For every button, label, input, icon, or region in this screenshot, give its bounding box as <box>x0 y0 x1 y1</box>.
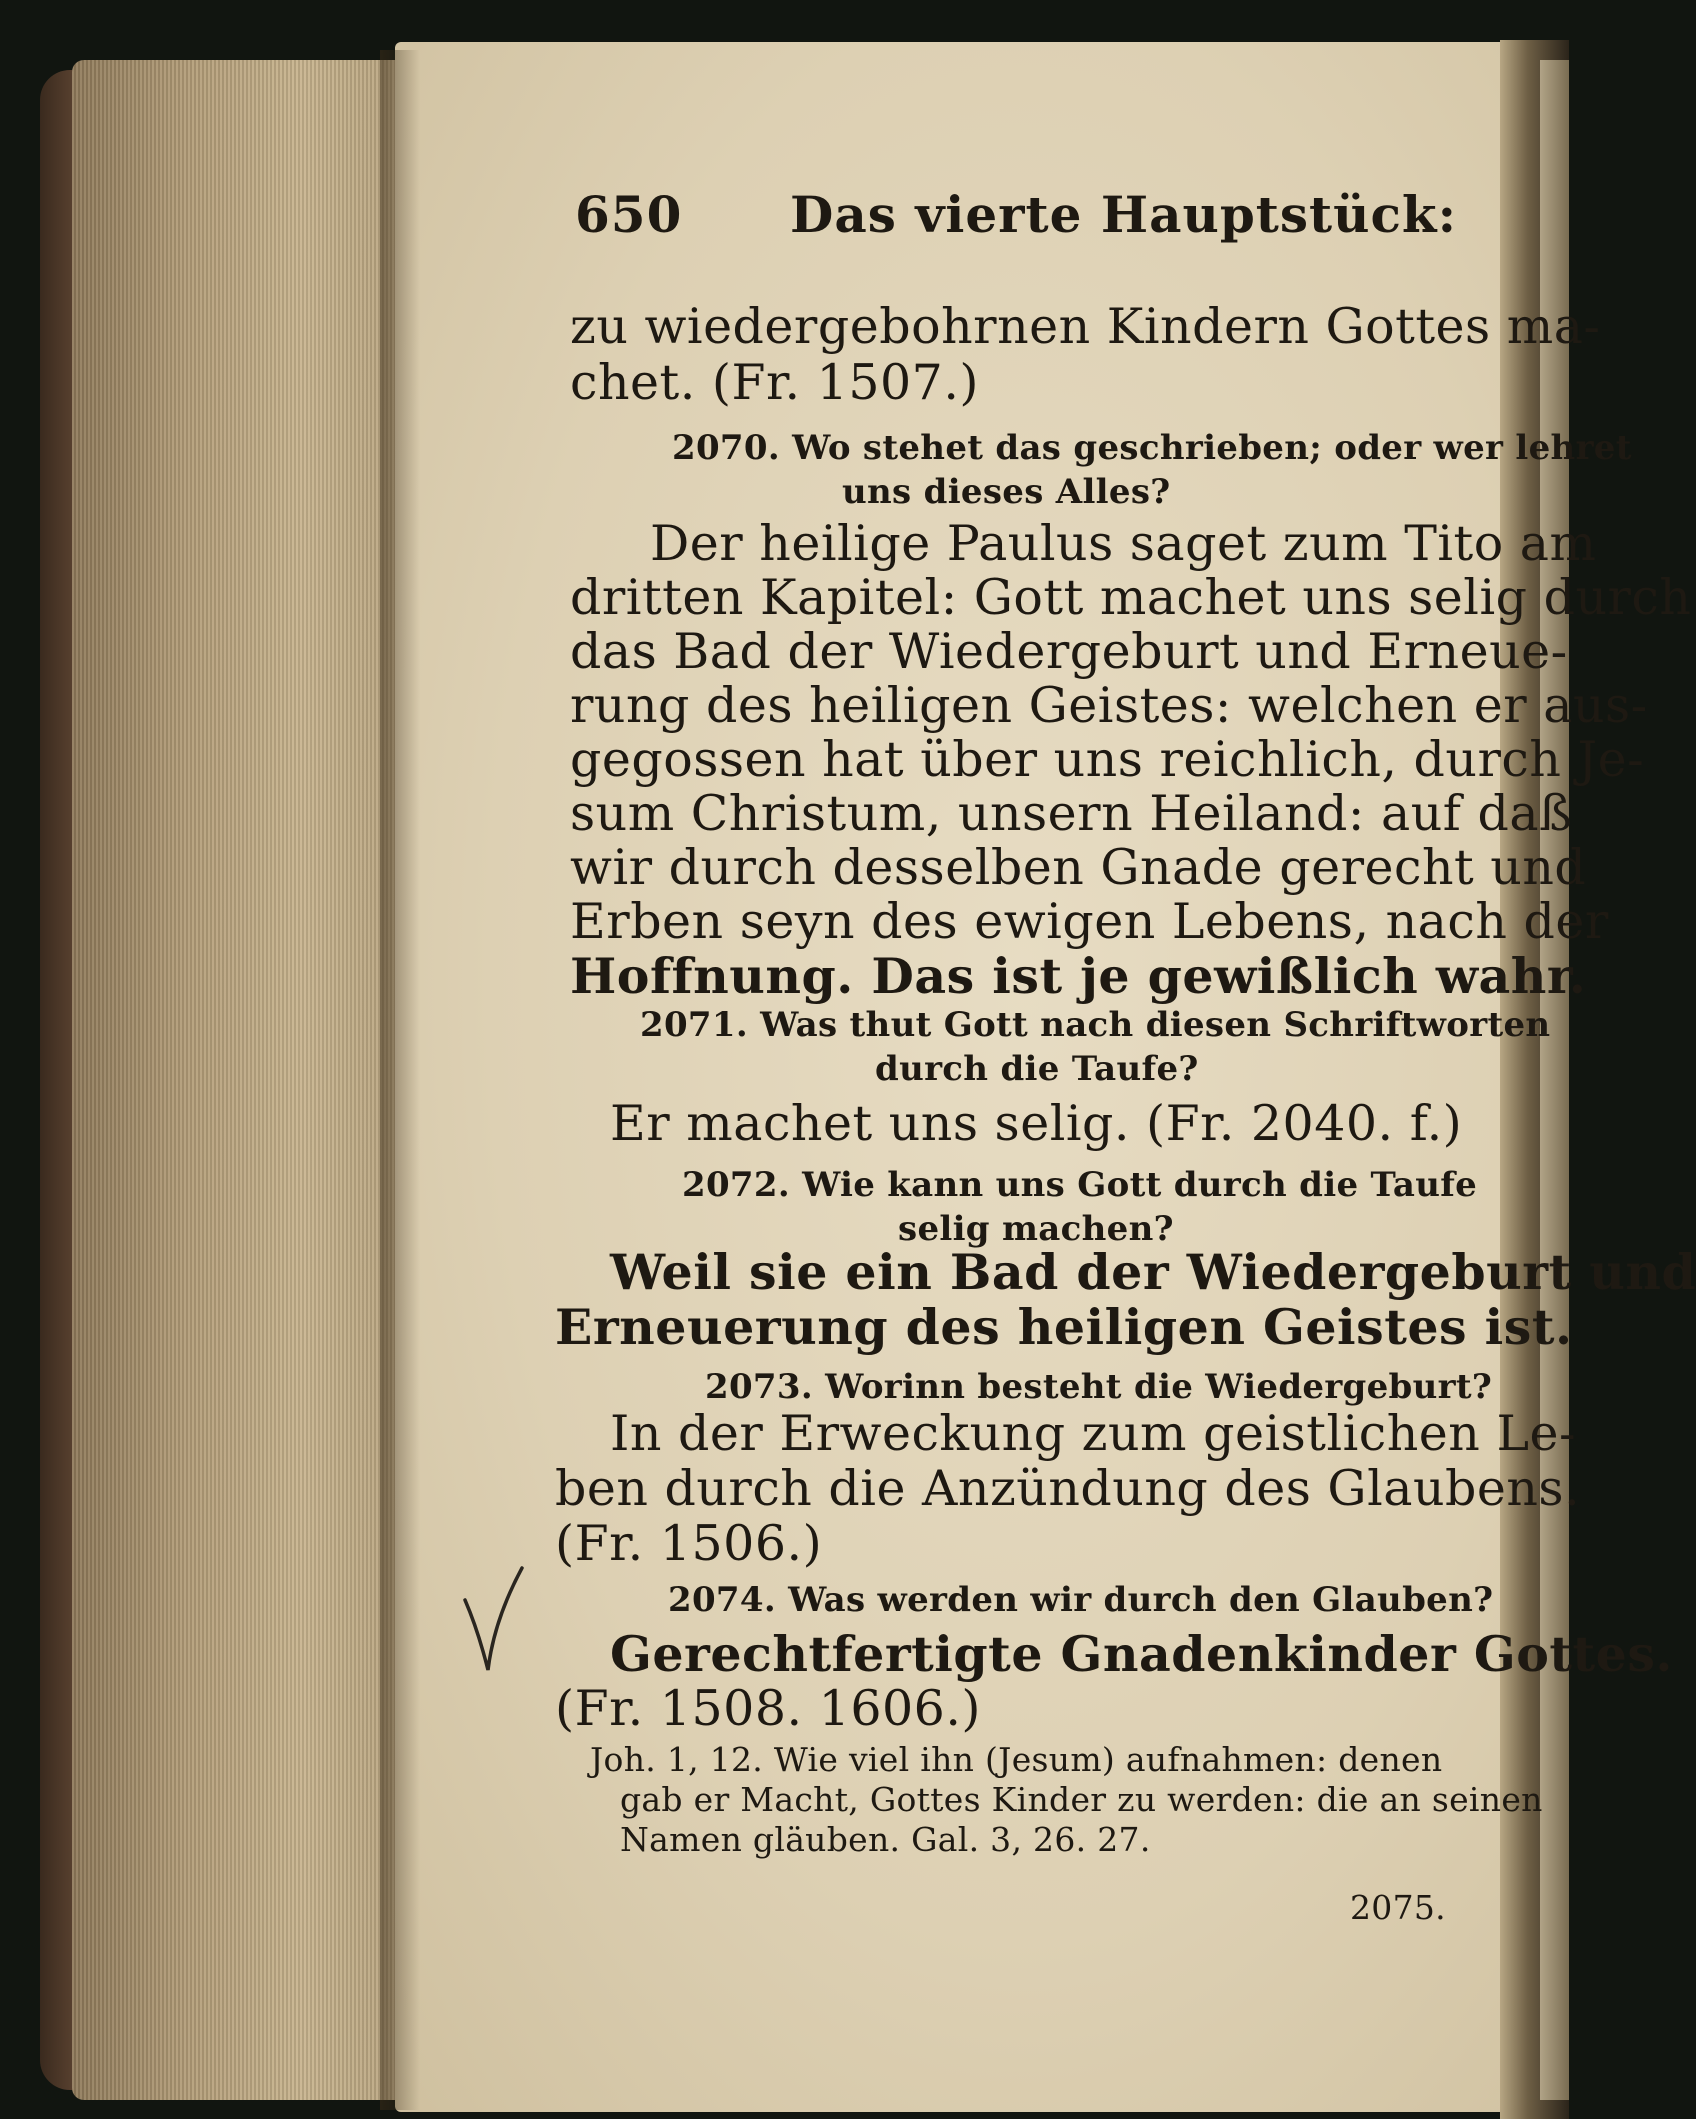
answer-line: (Fr. 1508. 1606.) <box>555 1680 982 1737</box>
intro-line: zu wiedergebohrnen Kindern Gottes ma- <box>570 298 1601 355</box>
answer-line: Erneuerung des heiligen Geistes ist. <box>555 1298 1573 1356</box>
question-2072: 2072. Wie kann uns Gott durch die Taufe <box>682 1165 1478 1205</box>
handwritten-check-mark <box>460 1560 530 1700</box>
page-title: Das vierte Hauptstück: <box>790 185 1458 244</box>
answer-line: wir durch desselben Gnade gerecht und <box>570 839 1587 896</box>
footnote-line: Joh. 1, 12. Wie viel ihn (Jesum) aufnahmen: denen <box>590 1740 1443 1779</box>
question-2071: 2071. Was thut Gott nach diesen Schriftworten <box>640 1005 1551 1045</box>
question-2070: 2070. Wo stehet das geschrieben; oder wer lehret <box>672 428 1632 468</box>
answer-line: das Bad der Wiedergeburt und Erneue- <box>570 623 1568 680</box>
answer-line: sum Christum, unsern Heiland: auf daß <box>570 785 1573 842</box>
answer-line: Weil sie ein Bad der Wiedergeburt und <box>610 1243 1696 1301</box>
question-2070-cont: uns dieses Alles? <box>842 472 1171 512</box>
answer-line: Hoffnung. Das ist je gewißlich wahr. <box>570 947 1587 1005</box>
answer-line: gegossen hat über uns reichlich, durch Je- <box>570 731 1645 788</box>
question-2074: 2074. Was werden wir durch den Glauben? <box>668 1580 1494 1620</box>
page-number: 650 <box>575 185 683 244</box>
intro-line: chet. (Fr. 1507.) <box>570 354 980 411</box>
answer-line: dritten Kapitel: Gott machet uns selig durch <box>570 569 1692 626</box>
catchword: 2075. <box>1350 1888 1446 1927</box>
question-2072-cont: selig machen? <box>898 1209 1174 1249</box>
footnote-line: Namen gläuben. Gal. 3, 26. 27. <box>620 1820 1151 1859</box>
facing-page-edge <box>1540 60 1569 2100</box>
answer-line: Er machet uns selig. (Fr. 2040. f.) <box>610 1095 1463 1152</box>
answer-line: In der Erweckung zum geistlichen Le- <box>610 1405 1577 1462</box>
answer-line: ben durch die Anzündung des Glaubens. <box>555 1460 1581 1517</box>
answer-line: Der heilige Paulus saget zum Tito am <box>650 515 1597 572</box>
page-shadow <box>380 50 420 2110</box>
question-2073: 2073. Worinn besteht die Wiedergeburt? <box>705 1367 1493 1407</box>
answer-line: Gerechtfertigte Gnadenkinder Gottes. <box>610 1625 1673 1683</box>
answer-line: Erben seyn des ewigen Lebens, nach der <box>570 893 1609 950</box>
question-2071-cont: durch die Taufe? <box>875 1049 1199 1089</box>
answer-line: rung des heiligen Geistes: welchen er aus- <box>570 677 1648 734</box>
answer-line: (Fr. 1506.) <box>555 1515 823 1572</box>
page-edges <box>72 60 402 2100</box>
footnote-line: gab er Macht, Gottes Kinder zu werden: die an seinen <box>620 1780 1543 1819</box>
